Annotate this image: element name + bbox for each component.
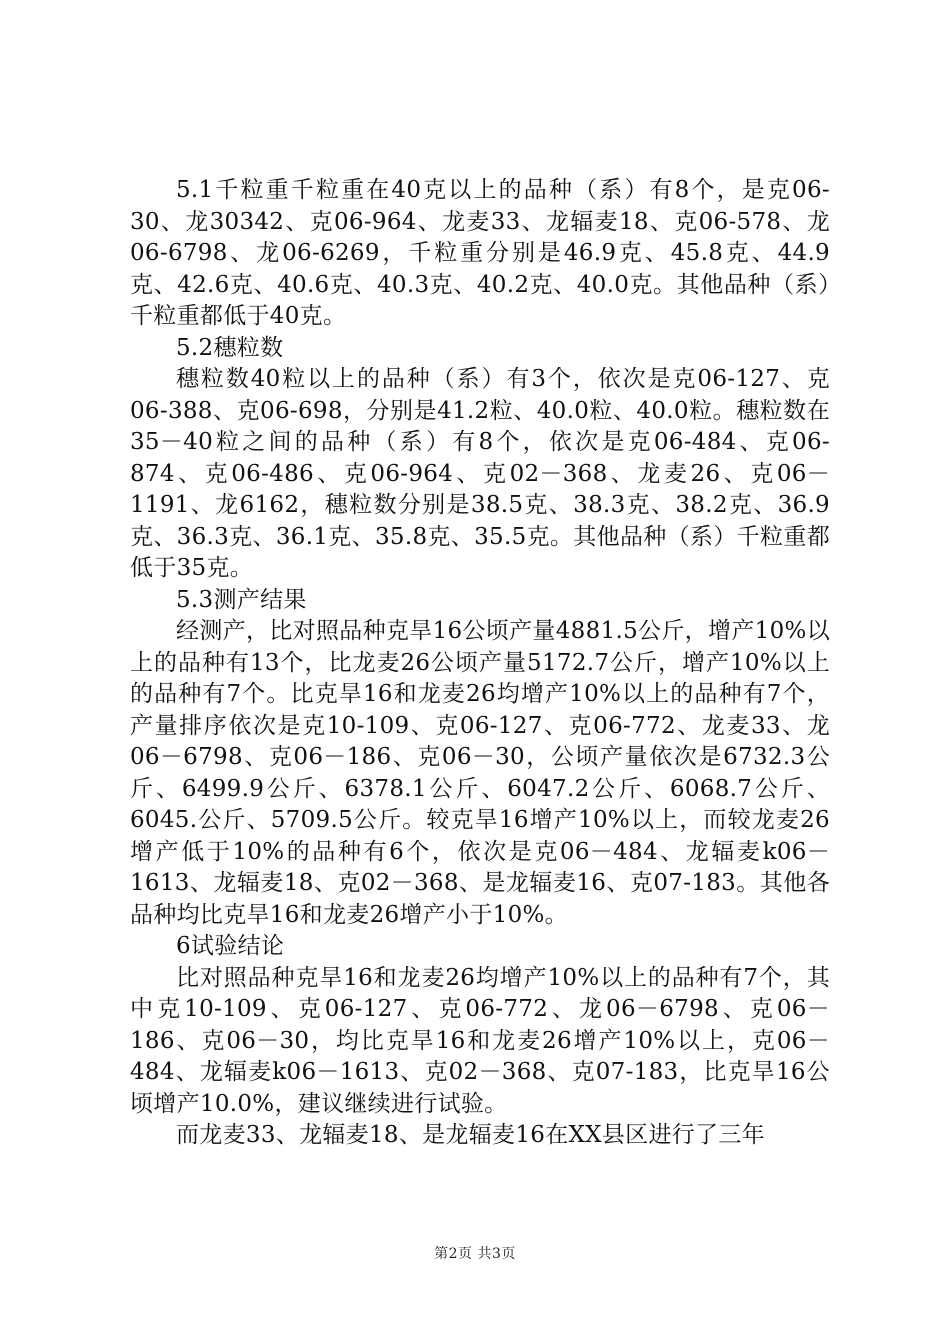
page-footer [0,1243,950,1263]
heading-grains-per-spike: 5.2穗粒数 [176,334,284,361]
paragraph-conclusion: 比对照品种克旱16和龙麦26均增产10%以上的品种有7个，其中克10-109、克06-127、克06-772、龙06－6798、克06－186、克06－30，均比克旱16和龙麦26增产10%以上，克06－484、龙辐麦k06－1613、克02－368、克07-183，比克旱16公顷增产10.0%，建议继续进行试验。 [130,964,830,1117]
paragraph-grains-per-spike: 穗粒数40粒以上的品种（系）有3个，依次是克06-127、克06-388、克06-698，分别是41.2粒、40.0粒、40.0粒。穗粒数在35－40粒之间的品种（系）有8个，依次是克06-484、克06-874、克06-486、克06-964、克02－368、龙麦26、克06－1191、龙6162，穗粒数分别是38.5克、38.3克、38.2克、36.9克、36.3克、36.1克、35.8克、35.5克。其他品种（系）千粒重都低于35克。 [130,366,830,581]
document-body [130,175,830,1152]
paragraph-thousand-grain-weight: 5.1千粒重千粒重在40克以上的品种（系）有8个，是克06-30、龙30342、克06-964、龙麦33、龙辐麦18、克06-578、龙06-6798、龙06-6269，千粒重分别是46.9克、45.8克、44.9克、42.6克、40.6克、40.3克、40.2克、40.0克。其他品种（系）千粒重都低于40克。 [130,177,830,329]
heading-conclusion: 6试验结论 [176,933,285,959]
paragraph-yield-results: 经测产，比对照品种克旱16公顷产量4881.5公斤，增产10%以上的品种有13个，比龙麦26公顷产量5172.7公斤，增产10%以上的品种有7个。比克旱16和龙麦26均增产10%以上的品种有7个，产量排序依次是克10-109、克06-127、克06-772、龙麦33、龙06－6798、克06－186、克06－30，公顷产量依次是6732.3公斤、6499.9公斤、6378.1公斤、6047.2公斤、6068.7公斤、6045.公斤、5709.5公斤。较克旱16增产10%以上，而较龙麦26增产低于10%的品种有6个，依次是克06－484、龙辐麦k06－1613、龙辐麦18、克02－368、是龙辐麦16、克07-183。其他各品种均比克旱16和龙麦26增产小于10%。 [130,618,830,928]
page-number-label: 第2页 共3页 [434,1246,516,1262]
heading-yield-results: 5.3测产结果 [176,586,307,613]
paragraph-continuation: 而龙麦33、龙辐麦18、是龙辐麦16在XX县区进行了三年 [176,1122,765,1148]
